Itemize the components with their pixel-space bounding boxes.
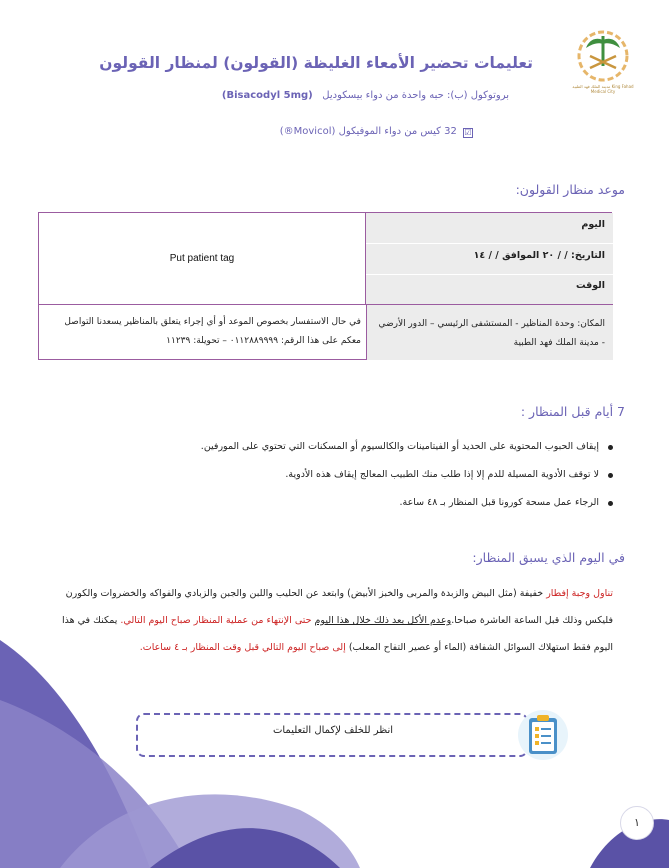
contact-text: في حال الاستفسار بخصوص الموعد أو أي إجراء يتعلق بالمناظير يسعدنا التواصل معكم على هذا الرقم: ٠١١٢٨٨٩٩٩٩ – تحويلة: ١١٢٣٩	[64, 317, 361, 346]
list-item: إيقاف الحبوب المحتوية على الحديد أو الفيتامينات والكالسيوم أو المسكنات التي تحتوي على المورفين.	[73, 440, 613, 468]
page-title: تعليمات تحضير الأمعاء الغليظة (القولون) لمنظار القولون	[99, 54, 533, 72]
protocol-drug-english: (Bisacodyl 5mg)	[221, 90, 313, 101]
until-morning-text: إلى صباح اليوم التالي قبل وقت المنظار بـ ٤ ساعات.	[139, 642, 346, 653]
movicol-english: (Movicol®)	[279, 126, 336, 137]
clipboard-icon	[516, 708, 570, 762]
list-item: الرجاء عمل مسحة كورونا قبل المنظار بـ ٤٨ ساعة.	[73, 496, 613, 524]
appointment-details	[366, 213, 613, 305]
clear-liquids-text: يمكنك في هذا اليوم فقط استهلاك السوائل الشفافة (الماء أو عصير التفاح المعلب)	[61, 615, 613, 653]
movicol-arabic: 32 كيس من دواء الموفيكول	[338, 126, 457, 137]
until-procedure-text: حتى الإنتهاء من عملية المنظار صباح اليوم التالي.	[120, 615, 312, 626]
see-back-note	[136, 713, 528, 757]
location-text: المكان: وحدة المناظير - المستشفى الرئيسي – الدور الأرضي - مدينة الملك فهد الطبية	[378, 319, 605, 348]
seven-days-list	[73, 440, 613, 524]
breakfast-text: تناول وجبة إفطار	[546, 588, 613, 599]
date-label: التاريخ: / / ٢٠ الموافق / / ١٤	[473, 250, 605, 261]
see-back-text: انظر للخلف لإكمال التعليمات	[272, 725, 394, 736]
page-number: ١	[620, 806, 654, 840]
day-before-paragraph	[53, 580, 613, 661]
seven-days-heading: 7 أيام قبل المنظار :	[520, 404, 625, 419]
protocol-line	[222, 90, 509, 101]
appointment-table	[38, 212, 612, 360]
day-label: اليوم	[581, 219, 605, 230]
movicol-line	[280, 126, 473, 138]
location-cell	[366, 305, 613, 360]
list-item: لا توقف الأدوية المسيلة للدم إلا إذا طلب منك الطبيب المعالج إيقاف هذه الأدوية.	[73, 468, 613, 496]
no-eating-text: وعدم الأكل بعد ذلك خلال هذا اليوم	[314, 615, 452, 626]
time-label: الوقت	[575, 280, 605, 291]
checkbox-icon: ☑	[464, 128, 472, 137]
patient-tag-area: Put patient tag	[39, 213, 366, 305]
logo-caption: مدينة الملك فهد الطبية King Fahad Medical City	[572, 84, 634, 94]
appointment-heading: موعد منظار القولون:	[515, 182, 625, 197]
row-divider	[366, 274, 613, 275]
day-before-heading: في اليوم الذي يسبق المنظار:	[472, 550, 625, 565]
protocol-arabic: بروتوكول (ب): حبه واحدة من دواء بيسكوديل	[322, 90, 509, 101]
diet-text: خفيفة (مثل البيض والزبدة والمربى والخبز الأبيض) وابتعد عن الحليب واللبن والجبن والزبادي والفواكه والخضروات والكورن فليكس وذلك قبل الساعة العاشرة صباحا.	[65, 588, 613, 626]
row-divider	[366, 243, 613, 244]
